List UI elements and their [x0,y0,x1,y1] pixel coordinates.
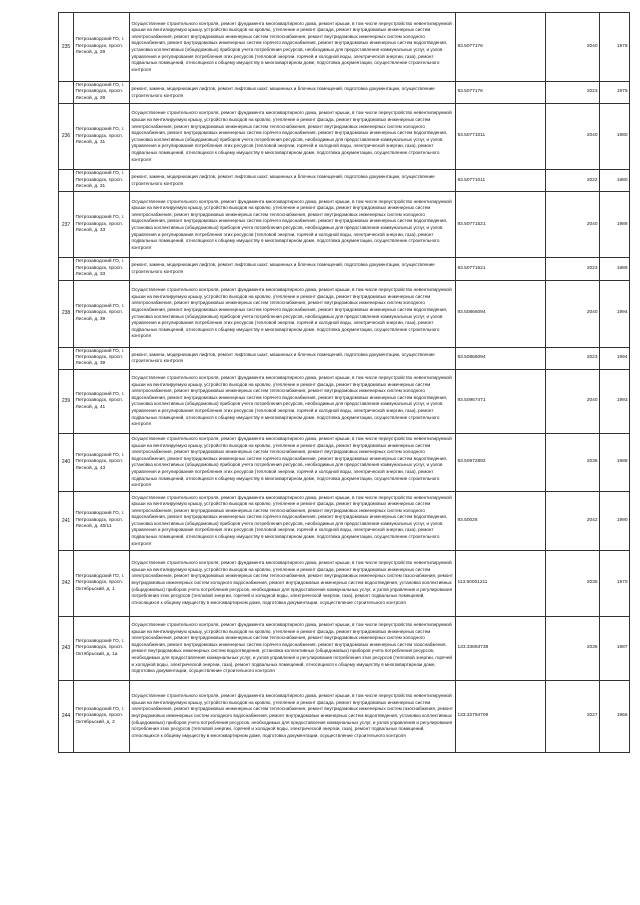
planned-year-cell: 2036 [546,550,600,616]
build-year-cell: 1980 [600,170,630,192]
address-cell: Петрозаводский ГО, г. Петрозаводск, просп. Лесной, д. 39 [74,280,130,347]
row-number: 236 [59,104,74,170]
work-description-cell: Осуществление строительного контроля, ремонт фундамента многоквартирного дома, ремонт крыши, в том числе переустройство невентилируемой крыши на вентилируемую крышу, устройство выходов на кровлю, утепление и ремонт фасада, ремонт внутридомовых инженерных систем электроснабжения, ремонт внутридомовых инженерных систем теплоснабжения, ремонт внутридомовых инженерных систем холодного водоснабжения, ремонт внутридомовых инженерных систем горячего водоснабжения, ремонт внутридомовых инженерных систем водоотведения, установка коллективных (общедомовых) приборов учета потребления ресурсов, необходимых для предоставления коммунальных услуг, и узлов управления и регулирования потребления этих ресурсов (тепловой энергии, горячей и холодной воды, электрической энергии, газа), ремонт подвальных помещений, относящихся к общему имуществу в многоквартирном доме, подготовка документации, осуществление строительного контроля [130,491,456,550]
cadastral-number-cell: 93.5077176 [456,13,546,82]
build-year-cell: 1987 [600,616,630,680]
work-description-cell: Осуществление строительного контроля, ремонт фундамента многоквартирного дома, ремонт крыши, в том числе переустройство невентилируемой крыши на вентилируемую крышу, устройство выходов на кровлю, утепление и ремонт фасада, ремонт внутридомовых инженерных систем электроснабжения, ремонт внутридомовых инженерных систем теплоснабжения, ремонт внутридомовых инженерных систем холодного водоснабжения, ремонт внутридомовых инженерных систем горячего водоснабжения, ремонт внутридомовых инженерных систем водоотведения, установка коллективных (общедомовых) приборов учета потребления ресурсов, необходимых для предоставления коммунальных услуг, и узлов управления и регулирования потребления этих ресурсов (тепловой энергии, горячей и холодной воды, электрической энергии, газа), ремонт подвальных помещений, относящихся к общему имуществу в многоквартирном доме, подготовка документации, осуществление строительного контроля [130,369,456,433]
row-number: 239 [59,369,74,433]
cadastral-number-cell: 93.50026 [456,491,546,550]
build-year-cell: 1966 [600,680,630,752]
table-row [59,13,630,82]
work-description-cell: ремонт, замена, модернизация лифтов, ремонт лифтовых шахт, машинных и блочных помещений, подготовка документации, осуществление строительного контроля [130,258,456,280]
row-number: 235 [59,13,74,82]
cadastral-number-cell: 93.5077176 [456,82,546,104]
build-year-cell: 1989 [600,192,630,258]
address-cell: Петрозаводский ГО, г. Петрозаводск, просп. Лесной, д. 41 [74,369,130,433]
cadastral-number-cell: 93.50967471 [456,369,546,433]
build-year-cell: 1994 [600,347,630,369]
table-row [59,550,630,616]
address-cell: Петрозаводский ГО, г. Петрозаводск, просп. Октябрьский, д. 1а [74,616,130,680]
row-number: 244 [59,680,74,752]
address-cell: Петрозаводский ГО, г. Петрозаводск, просп. Лесной, д. 29 [74,82,130,104]
work-description-cell: ремонт, замена, модернизация лифтов, ремонт лифтовых шахт, машинных и блочных помещений, подготовка документации, осуществление строительного контроля [130,82,456,104]
table-row [59,258,630,280]
work-description-cell: Осуществление строительного контроля, ремонт фундамента многоквартирного дома, ремонт крыши, в том числе переустройство невентилируемой крыши на вентилируемую крышу, устройство выходов на кровлю, утепление и ремонт фасада, ремонт внутридомовых инженерных систем электроснабжения, ремонт внутридомовых инженерных систем теплоснабжения, ремонт внутридомовых инженерных систем холодного водоснабжения, ремонт внутридомовых инженерных систем горячего водоснабжения, ремонт внутридомовых инженерных систем водоотведения, установка коллективных (общедомовых) приборов учета потребления ресурсов, необходимых для предоставления коммунальных услуг, и узлов управления и регулирования потребления этих ресурсов (тепловой энергии, горячей и холодной воды, электрической энергии, газа), ремонт подвальных помещений, относящихся к общему имуществу в многоквартирном доме, подготовка документации, осуществление строительного контроля [130,433,456,491]
address-cell: Петрозаводский ГО, г. Петрозаводск, просп. Лесной, д. 33 [74,258,130,280]
cadastral-number-cell: 93.50771521 [456,258,546,280]
cadastral-number-cell: 113.50001211 [456,550,546,616]
build-year-cell: 1979 [600,82,630,104]
address-cell: Петрозаводский ГО, г. Петрозаводск, просп. Октябрьский, д. 1 [74,550,130,616]
cadastral-number-cell: 133.33893738 [456,616,546,680]
row-number: 242 [59,550,74,616]
row-number [59,82,74,104]
work-description-cell: Осуществление строительного контроля, ремонт фундамента многоквартирного дома, ремонт крыши, в том числе переустройство невентилируемой крыши на вентилируемую крышу, устройство выходов на кровлю, утепление и ремонт фасада, ремонт внутридомовых инженерных систем электроснабжения, ремонт внутридомовых инженерных систем теплоснабжения, ремонт внутридомовых инженерных систем газоснабжения, ремонт внутридомовых инженерных систем холодного водоснабжения, ремонт внутридомовых инженерных систем водоотведения, установка коллективных (общедомовых) приборов учета потребления ресурсов, необходимых для предоставления коммунальных услуг, и узлов управления и регулирования потребления этих ресурсов (тепловой энергии, горячей и холодной воды, электрической энергии, газа), ремонт подвальных помещений, относящихся к общему имуществу в многоквартирном доме, подготовка документации, осуществление строительного контроля [130,680,456,752]
repair-schedule-table [58,12,630,753]
cadastral-number-cell: 93.50771011 [456,104,546,170]
work-description-cell: Осуществление строительного контроля, ремонт фундамента многоквартирного дома, ремонт крыши, в том числе переустройство невентилируемой крыши на вентилируемую крышу, устройство выходов на кровлю, утепление и ремонт фасада, ремонт внутридомовых инженерных систем электроснабжения, ремонт внутридомовых инженерных систем теплоснабжения, ремонт внутридомовых инженерных систем холодного водоснабжения, ремонт внутридомовых инженерных систем горячего водоснабжения, ремонт внутридомовых инженерных систем водоотведения, установка коллективных (общедомовых) приборов учета потребления ресурсов, необходимых для предоставления коммунальных услуг, и узлов управления и регулирования потребления этих ресурсов (тепловой энергии, горячей и холодной воды, электрической энергии, газа), ремонт подвальных помещений, относящихся к общему имуществу в многоквартирном доме, подготовка документации, осуществление строительного контроля [130,280,456,347]
table-row [59,680,630,752]
build-year-cell: 1980 [600,104,630,170]
document-page [58,12,629,753]
planned-year-cell: 2036 [546,433,600,491]
row-number [59,170,74,192]
cadastral-number-cell: 93.50866094 [456,347,546,369]
address-cell: Петрозаводский ГО, г. Петрозаводск, просп. Лесной, д. 43 [74,433,130,491]
build-year-cell: 1990 [600,491,630,550]
table-row [59,347,630,369]
planned-year-cell: 2036 [546,616,600,680]
work-description-cell: Осуществление строительного контроля, ремонт фундамента многоквартирного дома, ремонт крыши, в том числе переустройство невентилируемой крыши на вентилируемую крышу, устройство выходов на кровлю, утепление и ремонт фасада, ремонт внутридомовых инженерных систем электроснабжения, ремонт внутридомовых инженерных систем теплоснабжения, ремонт внутридомовых инженерных систем холодного водоснабжения, ремонт внутридомовых инженерных систем горячего водоснабжения, ремонт внутридомовых инженерных систем водоотведения, установка коллективных (общедомовых) приборов учета потребления ресурсов, необходимых для предоставления коммунальных услуг, и узлов управления и регулирования потребления этих ресурсов (тепловой энергии, горячей и холодной воды, электрической энергии, газа), ремонт подвальных помещений, относящихся к общему имуществу в многоквартирном доме, подготовка документации, осуществление строительного контроля [130,104,456,170]
table-row [59,104,630,170]
planned-year-cell: 2040 [546,280,600,347]
table-row [59,491,630,550]
work-description-cell: Осуществление строительного контроля, ремонт фундамента многоквартирного дома, ремонт крыши, в том числе переустройство невентилируемой крыши на вентилируемую крышу, устройство выходов на кровлю, утепление и ремонт фасада, ремонт внутридомовых инженерных систем электроснабжения, ремонт внутридомовых инженерных систем теплоснабжения, ремонт внутридомовых инженерных систем холодного водоснабжения, ремонт внутридомовых инженерных систем горячего водоснабжения, ремонт внутридомовых инженерных систем газоснабжения, ремонт внутридомовых инженерных систем водоотведения, установка коллективных (общедомовых) приборов учета потребления ресурсов, необходимых для предоставления коммунальных услуг, и узлов управления и регулирования потребления этих ресурсов (тепловой энергии, горячей и холодной воды, электрической энергии, газа), ремонт подвальных помещений, относящихся к общему имуществу в многоквартирном доме, подготовка документации, осуществление строительного контроля [130,616,456,680]
table-row [59,369,630,433]
table-row [59,433,630,491]
row-number: 243 [59,616,74,680]
build-year-cell: 1989 [600,258,630,280]
planned-year-cell: 2040 [546,192,600,258]
address-cell: Петрозаводский ГО, г. Петрозаводск, просп. Лесной, д. 45/11 [74,491,130,550]
build-year-cell: 1970 [600,550,630,616]
planned-year-cell: 2027 [546,680,600,752]
planned-year-cell: 2023 [546,258,600,280]
work-description-cell: ремонт, замена, модернизация лифтов, ремонт лифтовых шахт, машинных и блочных помещений, подготовка документации, осуществление строительного контроля [130,347,456,369]
address-cell: Петрозаводский ГО, г. Петрозаводск, просп. Лесной, д. 31 [74,170,130,192]
cadastral-number-cell: 93.50771521 [456,192,546,258]
work-description-cell: Осуществление строительного контроля, ремонт фундамента многоквартирного дома, ремонт крыши, в том числе переустройство невентилируемой крыши на вентилируемую крышу, устройство выходов на кровлю, утепление и ремонт фасада, ремонт внутридомовых инженерных систем электроснабжения, ремонт внутридомовых инженерных систем теплоснабжения, ремонт внутридомовых инженерных систем холодного водоснабжения, ремонт внутридомовых инженерных систем горячего водоснабжения, ремонт внутридомовых инженерных систем водоотведения, установка коллективных (общедомовых) приборов учета потребления ресурсов, необходимых для предоставления коммунальных услуг, и узлов управления и регулирования потребления этих ресурсов (тепловой энергии, горячей и холодной воды, электрической энергии, газа), ремонт подвальных помещений, относящихся к общему имуществу в многоквартирном доме, подготовка документации, осуществление строительного контроля [130,13,456,82]
table-row [59,192,630,258]
table-row [59,280,630,347]
work-description-cell: Осуществление строительного контроля, ремонт фундамента многоквартирного дома, ремонт крыши, в том числе переустройство невентилируемой крыши на вентилируемую крышу, устройство выходов на кровлю, утепление и ремонт фасада, ремонт внутридомовых инженерных систем электроснабжения, ремонт внутридомовых инженерных систем теплоснабжения, ремонт внутридомовых инженерных систем холодного водоснабжения, ремонт внутридомовых инженерных систем горячего водоснабжения, ремонт внутридомовых инженерных систем водоотведения, установка коллективных (общедомовых) приборов учета потребления ресурсов, необходимых для предоставления коммунальных услуг, и узлов управления и регулирования потребления этих ресурсов (тепловой энергии, горячей и холодной воды, электрической энергии, газа), ремонт подвальных помещений, относящихся к общему имуществу в многоквартирном доме, подготовка документации, осуществление строительного контроля [130,192,456,258]
row-number: 238 [59,280,74,347]
cadastral-number-cell: 93.50866094 [456,280,546,347]
row-number [59,258,74,280]
address-cell: Петрозаводский ГО, г. Петрозаводск, просп. Лесной, д. 31 [74,104,130,170]
planned-year-cell: 2040 [546,369,600,433]
cadastral-number-cell: 93.50972892 [456,433,546,491]
planned-year-cell: 2023 [546,82,600,104]
address-cell: Петрозаводский ГО, г. Петрозаводск, просп. Октябрьский, д. 2 [74,680,130,752]
planned-year-cell: 2040 [546,104,600,170]
build-year-cell: 1993 [600,369,630,433]
address-cell: Петрозаводский ГО, г. Петрозаводск, просп. Лесной, д. 33 [74,192,130,258]
planned-year-cell: 2023 [546,347,600,369]
work-description-cell: ремонт, замена, модернизация лифтов, ремонт лифтовых шахт, машинных и блочных помещений, подготовка документации, осуществление строительного контроля [130,170,456,192]
row-number: 241 [59,491,74,550]
row-number: 237 [59,192,74,258]
row-number: 240 [59,433,74,491]
table-row [59,616,630,680]
build-year-cell: 1979 [600,13,630,82]
planned-year-cell: 2022 [546,170,600,192]
row-number [59,347,74,369]
address-cell: Петрозаводский ГО, г. Петрозаводск, просп. Лесной, д. 29 [74,13,130,82]
cadastral-number-cell: 133.32794709 [456,680,546,752]
table-row [59,170,630,192]
build-year-cell: 1994 [600,280,630,347]
address-cell: Петрозаводский ГО, г. Петрозаводск, просп. Лесной, д. 39 [74,347,130,369]
planned-year-cell: 2040 [546,13,600,82]
build-year-cell: 1988 [600,433,630,491]
table-row [59,82,630,104]
planned-year-cell: 2042 [546,491,600,550]
work-description-cell: Осуществление строительного контроля, ремонт фундамента многоквартирного дома, ремонт крыши, в том числе переустройство невентилируемой крыши на вентилируемую крышу, устройство выходов на кровлю, утепление и ремонт фасада, ремонт внутридомовых инженерных систем электроснабжения, ремонт внутридомовых инженерных систем теплоснабжения, ремонт внутридомовых инженерных систем газоснабжения, ремонт внутридомовых инженерных систем холодного водоснабжения, ремонт внутридомовых инженерных систем водоотведения, установка коллективных (общедомовых) приборов учета потребления ресурсов, необходимых для предоставления коммунальных услуг, и узлов управления и регулирования потребления этих ресурсов (тепловой энергии, горячей и холодной воды, электрической энергии, газа), ремонт подвальных помещений, относящихся к общему имуществу в многоквартирном доме, подготовка документации, осуществление строительного контроля [130,550,456,616]
cadastral-number-cell: 93.50771011 [456,170,546,192]
